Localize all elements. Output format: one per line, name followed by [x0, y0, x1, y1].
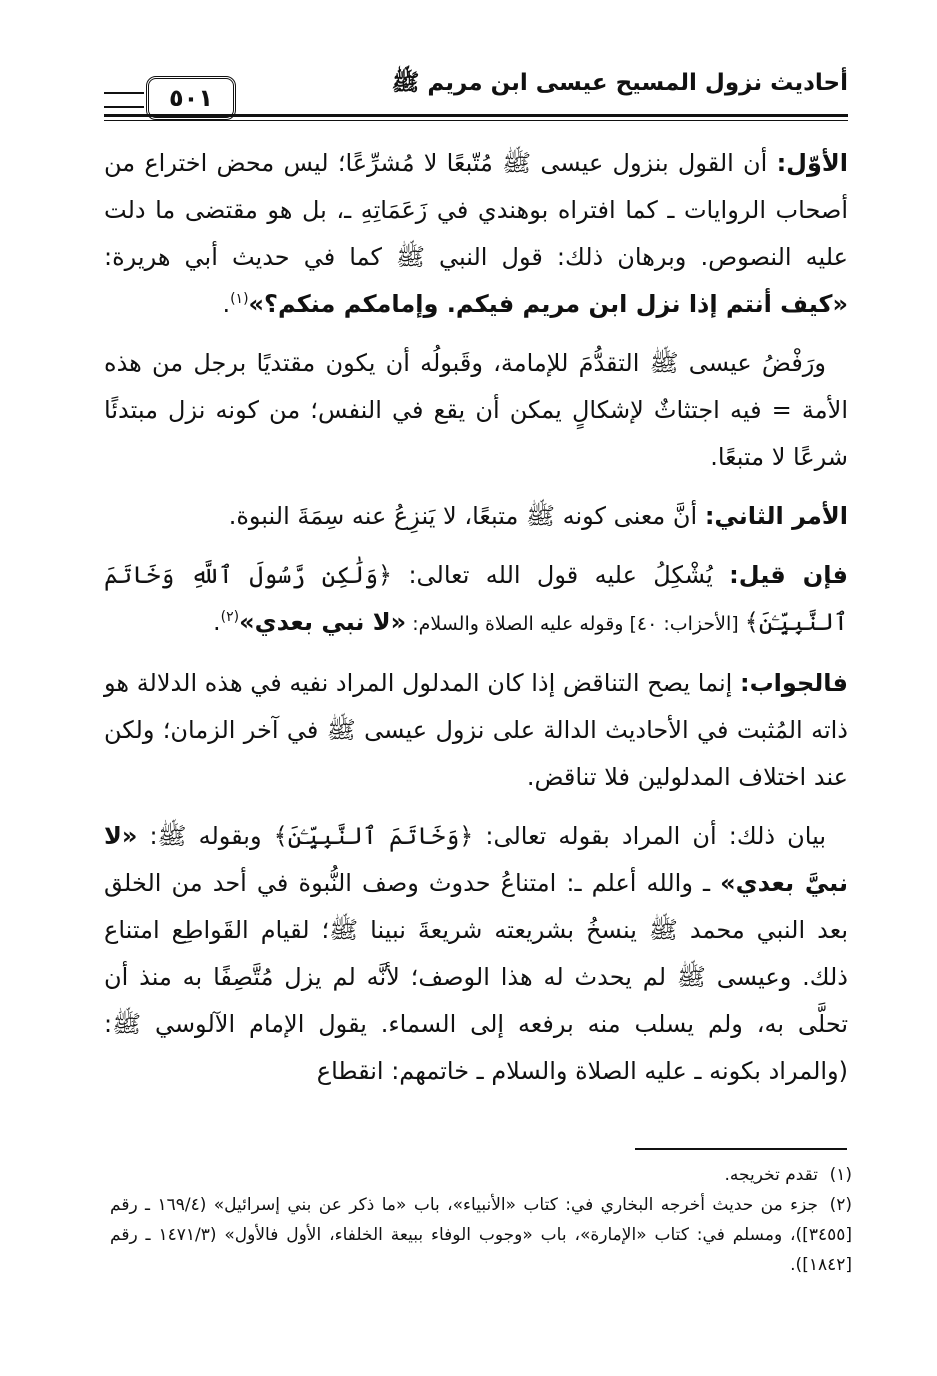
- footnote-number: (٢): [829, 1195, 852, 1215]
- punctuation: .: [212, 608, 221, 636]
- point-heading: الأوّل:: [776, 149, 848, 177]
- page-number: ٥٠١: [146, 76, 236, 120]
- running-title: أحاديث نزول المسيح عيسى ابن مريم ﷺ: [391, 70, 848, 96]
- paragraph-explanation: [104, 813, 848, 1095]
- paragraph-first-point: [104, 140, 848, 328]
- frame-left-lines: [104, 92, 144, 108]
- hadith-quote: «لا نبيَّ بعدي»: [104, 822, 848, 897]
- paragraph-text: ـ والله أعلم ـ: امتناعُ حدوث وصف النُّبوة في أحد من الخلق بعد النبي محمد ﷺ ينسخُ بشريعته شريعةَ نبينا ﷺ؛ لقيام القَواطِع امتناع ذلك. وعيسى ﷺ لم يحدث له هذا الوصف؛ لأنَّه لم يزل مُتَّصِفًا به منذ أن تحلَّى به، ولم يسلب منه برفعه إلى السماء. يقول الإمام الآلوسي ﷺ: (والمراد بكونه ـ عليه الصلاة والسلام ـ خاتمهم: انقطاع: [104, 869, 848, 1085]
- point-heading: الأمر الثاني:: [704, 502, 848, 530]
- paragraph-text: إنما يصح التناقض إذا كان المدلول المراد نفيه في هذه الدلالة هو ذاته المُثبت في الأحاديث الدالة على نزول عيسى ﷺ في آخر الزمان؛ ولكن عند اختلاف المدلولين فلا تناقض.: [104, 669, 848, 791]
- paragraph-text: بيان ذلك: أن المراد بقوله تعالى:: [473, 822, 827, 850]
- footnote-2: [110, 1190, 852, 1280]
- paragraph-text: وبقوله ﷺ:: [137, 822, 274, 850]
- main-text: [104, 140, 848, 1095]
- verse-reference: [الأحزاب: ٤٠] وقوله عليه الصلاة والسلام:: [406, 613, 745, 635]
- objection-heading: فإن قيل:: [729, 561, 848, 589]
- paragraph-objection: [104, 552, 848, 648]
- footnote-ref-2[interactable]: (٢): [220, 609, 240, 625]
- page-header: [104, 62, 848, 126]
- footnote-text: تقدم تخريجه.: [724, 1165, 818, 1185]
- header-rule-thin: [104, 120, 848, 121]
- paragraph-text: يُشْكِلُ عليه قول الله تعالى:: [392, 561, 730, 589]
- hadith-quote: «كيف أنتم إذا نزل ابن مريم فيكم. وإمامكم منكم؟»: [248, 290, 848, 318]
- quran-verse: ﴿وَلَٰكِن رَّسُولَ ٱللَّهِ وَخَاتَمَ ٱلنَّبِيِّـۧنَ﴾: [104, 561, 848, 636]
- punctuation: .: [222, 290, 231, 318]
- footnote-1: [110, 1160, 852, 1190]
- paragraph-text: أنَّ معنى كونه ﷺ متبعًا، لا يَنزِعُ عنه سِمَةَ النبوة.: [228, 502, 705, 530]
- hadith-quote: «لا نبي بعدي»: [239, 608, 407, 636]
- answer-heading: فالجواب:: [739, 669, 848, 697]
- footnotes: [110, 1160, 852, 1280]
- quran-verse: ﴿وَخَاتَمَ ٱلنَّبِيِّـۧنَ﴾: [273, 822, 474, 850]
- footnote-separator: [635, 1148, 847, 1150]
- paragraph-second-point: [104, 493, 848, 540]
- footnote-ref-1[interactable]: (١): [230, 291, 249, 307]
- paragraph-answer: [104, 660, 848, 801]
- paragraph-imamate: ورَفْضُ عيسى ﷺ التقدُّمَ للإمامة، وقَبولُه أن يكون مقتديًا برجل من هذه الأمة = فيه اجتثاثٌ لإشكالٍ يمكن أن يقع في النفس؛ من كونه نزل مبتدئًا شرعًا لا متبعًا.: [104, 349, 848, 471]
- paragraph-text: أن القول بنزول عيسى ﷺ مُتّبعًا لا مُشرِّعًا؛ ليس محض اختراع من أصحاب الروايات ـ كما افتراه بوهندي في زَعَمَاتِهِ ـ، بل هو مقتضى ما دلت عليه النصوص. وبرهان ذلك: قول النبي ﷺ كما في حديث أبي هريرة:: [104, 149, 848, 271]
- footnote-number: (١): [829, 1165, 852, 1185]
- footnote-text: جزء من حديث أخرجه البخاري في: كتاب «الأنبياء»، باب «ما ذكر عن بني إسرائيل» (١٦٩/٤ ـ رقم [٣٤٥٥])، ومسلم في: كتاب «الإمارة»، باب «وجوب الوفاء ببيعة الخلفاء، الأول فالأول» (١٤٧١/٣ ـ رقم [١٨٤٢]).: [110, 1195, 852, 1275]
- header-rule-thick: [104, 114, 848, 117]
